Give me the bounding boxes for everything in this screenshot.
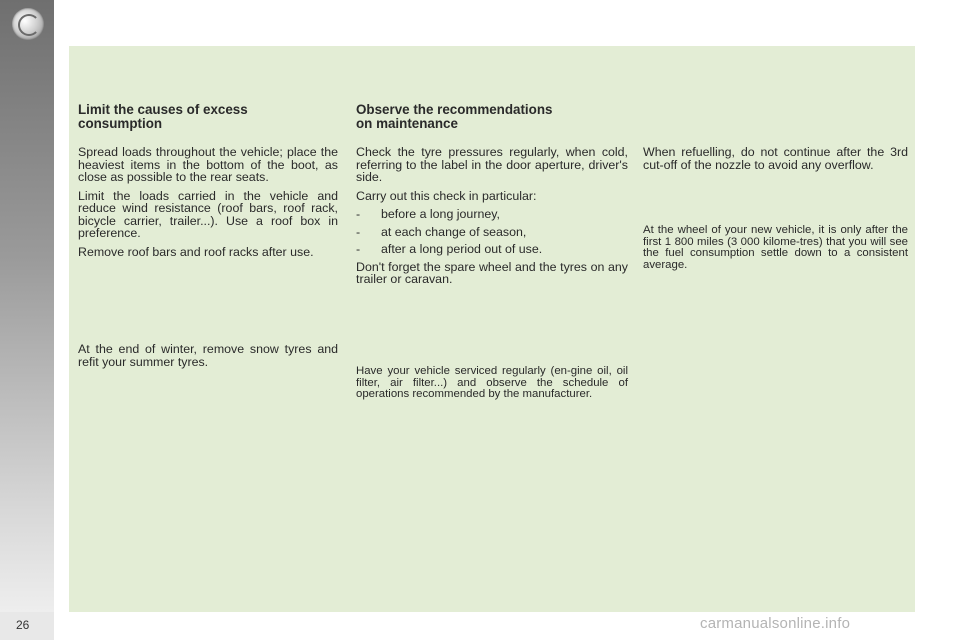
paragraph: At the wheel of your new vehicle, it is only after the first 1 800 miles (3 000 kilome-tres) that you will see the fuel consumption settle down to a consistent average. [643, 224, 908, 271]
list-item [356, 243, 628, 256]
list-item-text: before a long journey, [381, 207, 500, 221]
bullet-dash: - [356, 242, 361, 256]
paragraph: When refuelling, do not continue after the 3rd cut-off of the nozzle to avoid any overflow. [643, 145, 908, 172]
bullet-dash: - [356, 224, 361, 239]
service-text [356, 366, 628, 407]
heading-line: Observe the recommendations [356, 102, 553, 117]
paragraph: Limit the loads carried in the vehicle and reduce wind resistance (roof bars, roof rack, bicycle carrier, trailer...). Use a roof box in preference. [78, 188, 338, 240]
limit-consumption-body [78, 146, 338, 264]
new-vehicle-text [643, 225, 908, 277]
heading-line: consumption [78, 116, 163, 131]
paragraph: Check the tyre pressures regularly, when cold, referring to the label in the door aperture, driver's side. [356, 145, 628, 184]
side-strip [0, 0, 54, 640]
bullet-dash: - [356, 207, 361, 221]
paragraph: Spread loads throughout the vehicle; place the heaviest items in the bottom of the boot, as close as possible to the rear seats. [78, 145, 338, 184]
paragraph: Don't forget the spare wheel and the tyres on any trailer or caravan. [356, 259, 628, 286]
paragraph: Remove roof bars and roof racks after use. [78, 244, 314, 259]
maintenance-body [356, 146, 628, 292]
list-item-text: at each change of season, [381, 224, 527, 239]
page-number: 26 [16, 618, 30, 632]
paragraph: Carry out this check in particular: [356, 188, 537, 203]
heading-line: on maintenance [356, 116, 458, 131]
winter-tyres-text [78, 343, 338, 374]
brand-logo-icon [12, 8, 44, 40]
list-item-text: after a long period out of use. [381, 242, 543, 256]
refuelling-text [643, 146, 908, 177]
heading-maintenance [356, 103, 628, 131]
list-item [356, 208, 628, 221]
paragraph: Have your vehicle serviced regularly (en-gine oil, oil filter, air filter...) and observe the schedule of operations recommended by the manufacturer. [356, 365, 628, 401]
heading-line: Limit the causes of excess [78, 102, 248, 117]
watermark: carmanualsonline.info [700, 615, 851, 632]
paragraph: At the end of winter, remove snow tyres and refit your summer tyres. [78, 342, 338, 369]
list-item [356, 226, 628, 239]
heading-limit-consumption [78, 103, 338, 131]
